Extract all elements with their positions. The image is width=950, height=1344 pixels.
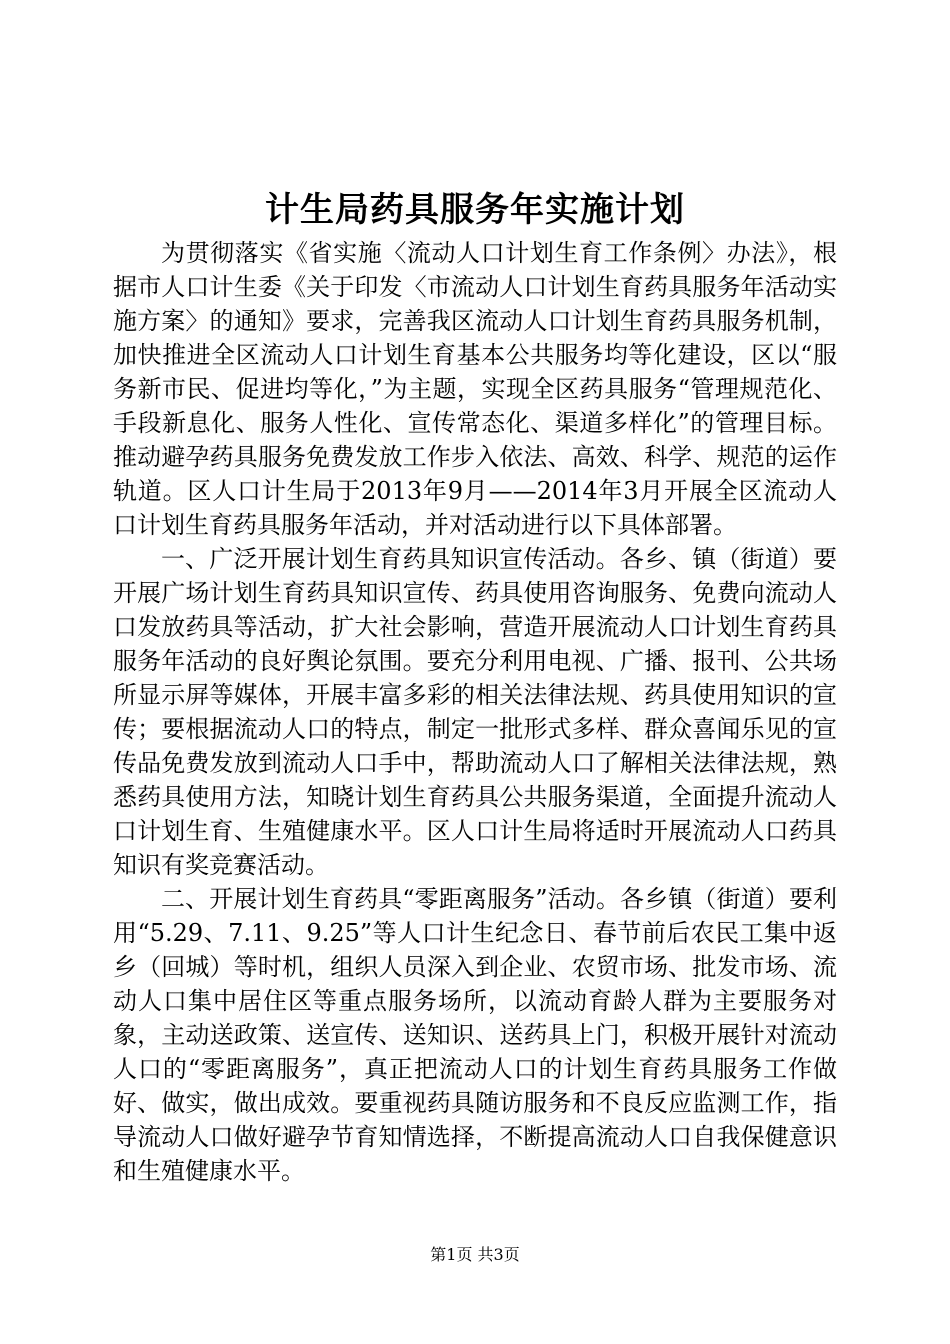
- paragraph-section-1: 一、广泛开展计划生育药具知识宣传活动。各乡、镇（街道）要开展广场计划生育药具知识宣传、药具使用咨询服务、免费向流动人口发放药具等活动，扩大社会影响，营造开展流动人口计划生育药具服务年活动的良好舆论氛围。要充分利用电视、广播、报刊、公共场所显示屏等媒体，开展丰富多彩的相关法律法规、药具使用知识的宣传；要根据流动人口的特点，制定一批形式多样、群众喜闻乐见的宣传品免费发放到流动人口手中，帮助流动人口了解相关法律法规，熟悉药具使用方法，知晓计划生育药具公共服务渠道，全面提升流动人口计划生育、生殖健康水平。区人口计生局将适时开展流动人口药具知识有奖竞赛活动。: [113, 545, 837, 879]
- document-title: 计生局药具服务年实施计划: [265, 190, 685, 230]
- paragraph-section-2: 二、开展计划生育药具“零距离服务”活动。各乡镇（街道）要利用“5.29、7.11、9.25”等人口计生纪念日、春节前后农民工集中返乡（回城）等时机，组织人员深入到企业、农贸市场、批发市场、流动人口集中居住区等重点服务场所，以流动育龄人群为主要服务对象，主动送政策、送宣传、送知识、送药具上门，积极开展针对流动人口的“零距离服务”，真正把流动人口的计划生育药具服务工作做好、做实，做出成效。要重视药具随访服务和不良反应监测工作，指导流动人口做好避孕节育知情选择，不断提高流动人口自我保健意识和生殖健康水平。: [113, 885, 837, 1185]
- paragraph-intro: 为贯彻落实《省实施〈流动人口计划生育工作条例〉办法》，根据市人口计生委《关于印发〈市流动人口计划生育药具服务年活动实施方案〉的通知》要求，完善我区流动人口计划生育药具服务机制，加快推进全区流动人口计划生育基本公共服务均等化建设，区以“服务新市民、促进均等化，”为主题，实现全区药具服务“管理规范化、手段新息化、服务人性化、宣传常态化、渠道多样化”的管理目标。推动避孕药具服务免费发放工作步入依法、高效、科学、规范的运作轨道。区人口计生局于2013年9月——2014年3月开展全区流动人口计划生育药具服务年活动，并对活动进行以下具体部署。: [113, 239, 837, 539]
- page-footer: 第1页 共3页: [430, 1245, 520, 1264]
- document-body: [113, 236, 837, 1188]
